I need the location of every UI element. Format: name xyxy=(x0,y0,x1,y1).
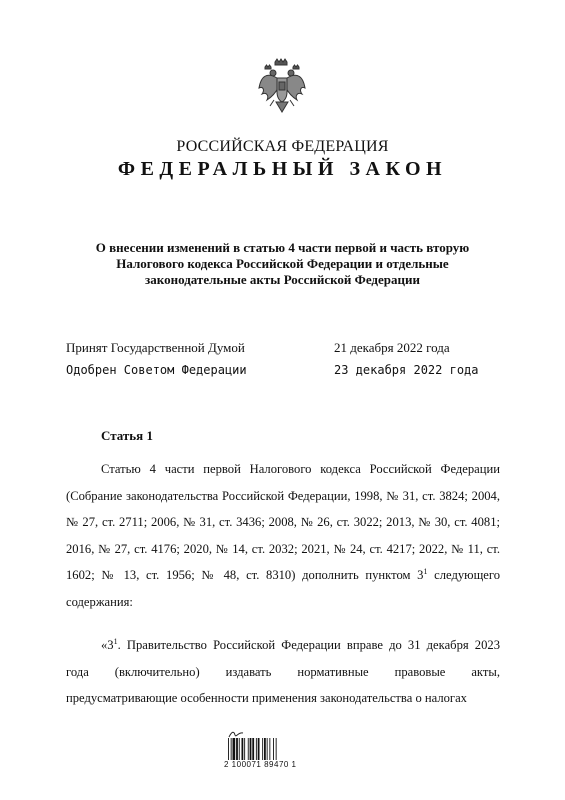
article-paragraph-2 xyxy=(66,632,500,712)
article-heading: Статья 1 xyxy=(101,428,153,443)
paragraph-2-text: . Правительство Российской Федерации вправе до 31 декабря 2023 года (включительно) издавать нормативные правовые акты, предусматривающие особенности применения законодательства о налогах xyxy=(66,638,500,705)
barcode-number: 2 100071 89470 1 xyxy=(224,760,297,769)
double-headed-eagle-emblem-icon xyxy=(257,58,307,116)
paragraph-2-opening: «3 xyxy=(101,638,114,652)
paragraph-1-tail: следующего содержания: xyxy=(66,568,501,609)
paragraph-1-text: Статью 4 части первой Налогового кодекса Российской Федерации (Собрание законодательства Российской Федерации, 1998, № 31, ст. 3824; 2004, № 27, ст. 2711; 2006, № 31, ст. 3436; 2008, № 26, ст. 3022; 2013, № 30, ст. 4081; 2016, № 27, ст. 4176; 2020, № 14, ст. 2032; 2021, № 24, ст. 4217; 2022, № 11, ст. 1602; № 13, ст. 1956; № 48, ст. 8310) дополнить пунктом 3 xyxy=(66,462,500,582)
paragraph-1-superscript: 1 xyxy=(423,566,428,576)
adoption-duma-row xyxy=(66,340,506,358)
law-title: О внесении изменений в статью 4 части первой и часть вторую Налогового кодекса Российской Федерации и отдельные законодательные акты Российской Федерации xyxy=(95,240,470,287)
country-title: РОССИЙСКАЯ ФЕДЕРАЦИЯ xyxy=(176,138,389,155)
adoption-council-date: 23 декабря 2022 года xyxy=(334,363,479,377)
adoption-council-row xyxy=(66,363,506,381)
law-type-title: ФЕДЕРАЛЬНЫЙ ЗАКОН xyxy=(117,158,448,180)
adoption-duma-date: 21 декабря 2022 года xyxy=(334,340,450,355)
article-paragraph-1 xyxy=(66,456,500,615)
adoption-council-label: Одобрен Советом Федерации xyxy=(66,363,247,377)
paragraph-2-superscript: 1 xyxy=(113,636,118,646)
barcode-icon xyxy=(228,738,298,760)
adoption-duma-label: Принят Государственной Думой xyxy=(66,340,245,355)
